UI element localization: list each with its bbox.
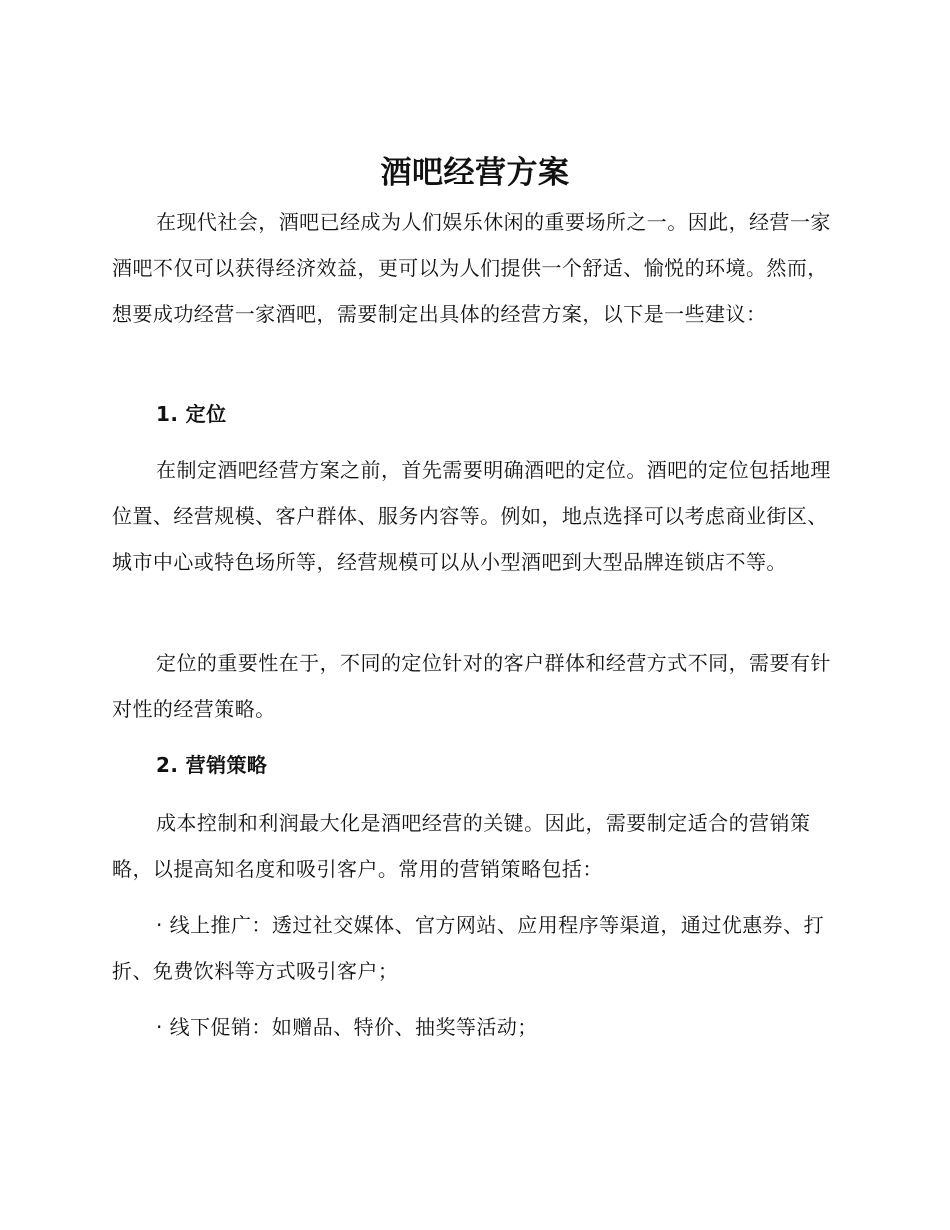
marketing-paragraph: 成本控制和利润最大化是酒吧经营的关键。因此，需要制定适合的营销策略，以提高知名度和吸引客户。常用的营销策略包括： <box>112 811 811 881</box>
bullet-item-offline-promotion: · 线下促销：如赠品、特价、抽奖等活动； <box>156 1015 538 1039</box>
positioning-paragraph-1: 在制定酒吧经营方案之前，首先需要明确酒吧的定位。酒吧的定位包括地理位置、经营规模、客户群体、服务内容等。例如，地点选择可以考虑商业街区、城市中心或特色场所等，经营规模可以从小型酒吧到大型品牌连锁店不等。 <box>112 458 831 574</box>
section-heading-marketing: 2. 营销策略 <box>156 753 268 777</box>
positioning-paragraph-2: 定位的重要性在于，不同的定位针对的客户群体和经营方式不同，需要有针对性的经营策略。 <box>112 651 831 721</box>
bullet-item-online-promotion: · 线上推广：透过社交媒体、官方网站、应用程序等渠道，通过优惠券、打折、免费饮料等方式吸引客户； <box>112 913 825 983</box>
document-title: 酒吧经营方案 <box>380 155 570 191</box>
intro-paragraph: 在现代社会，酒吧已经成为人们娱乐休闲的重要场所之一。因此，经营一家酒吧不仅可以获得经济效益，更可以为人们提供一个舒适、愉悦的环境。然而，想要成功经营一家酒吧，需要制定出具体的经营方案，以下是一些建议： <box>112 210 831 326</box>
section-heading-positioning: 1. 定位 <box>156 402 227 426</box>
